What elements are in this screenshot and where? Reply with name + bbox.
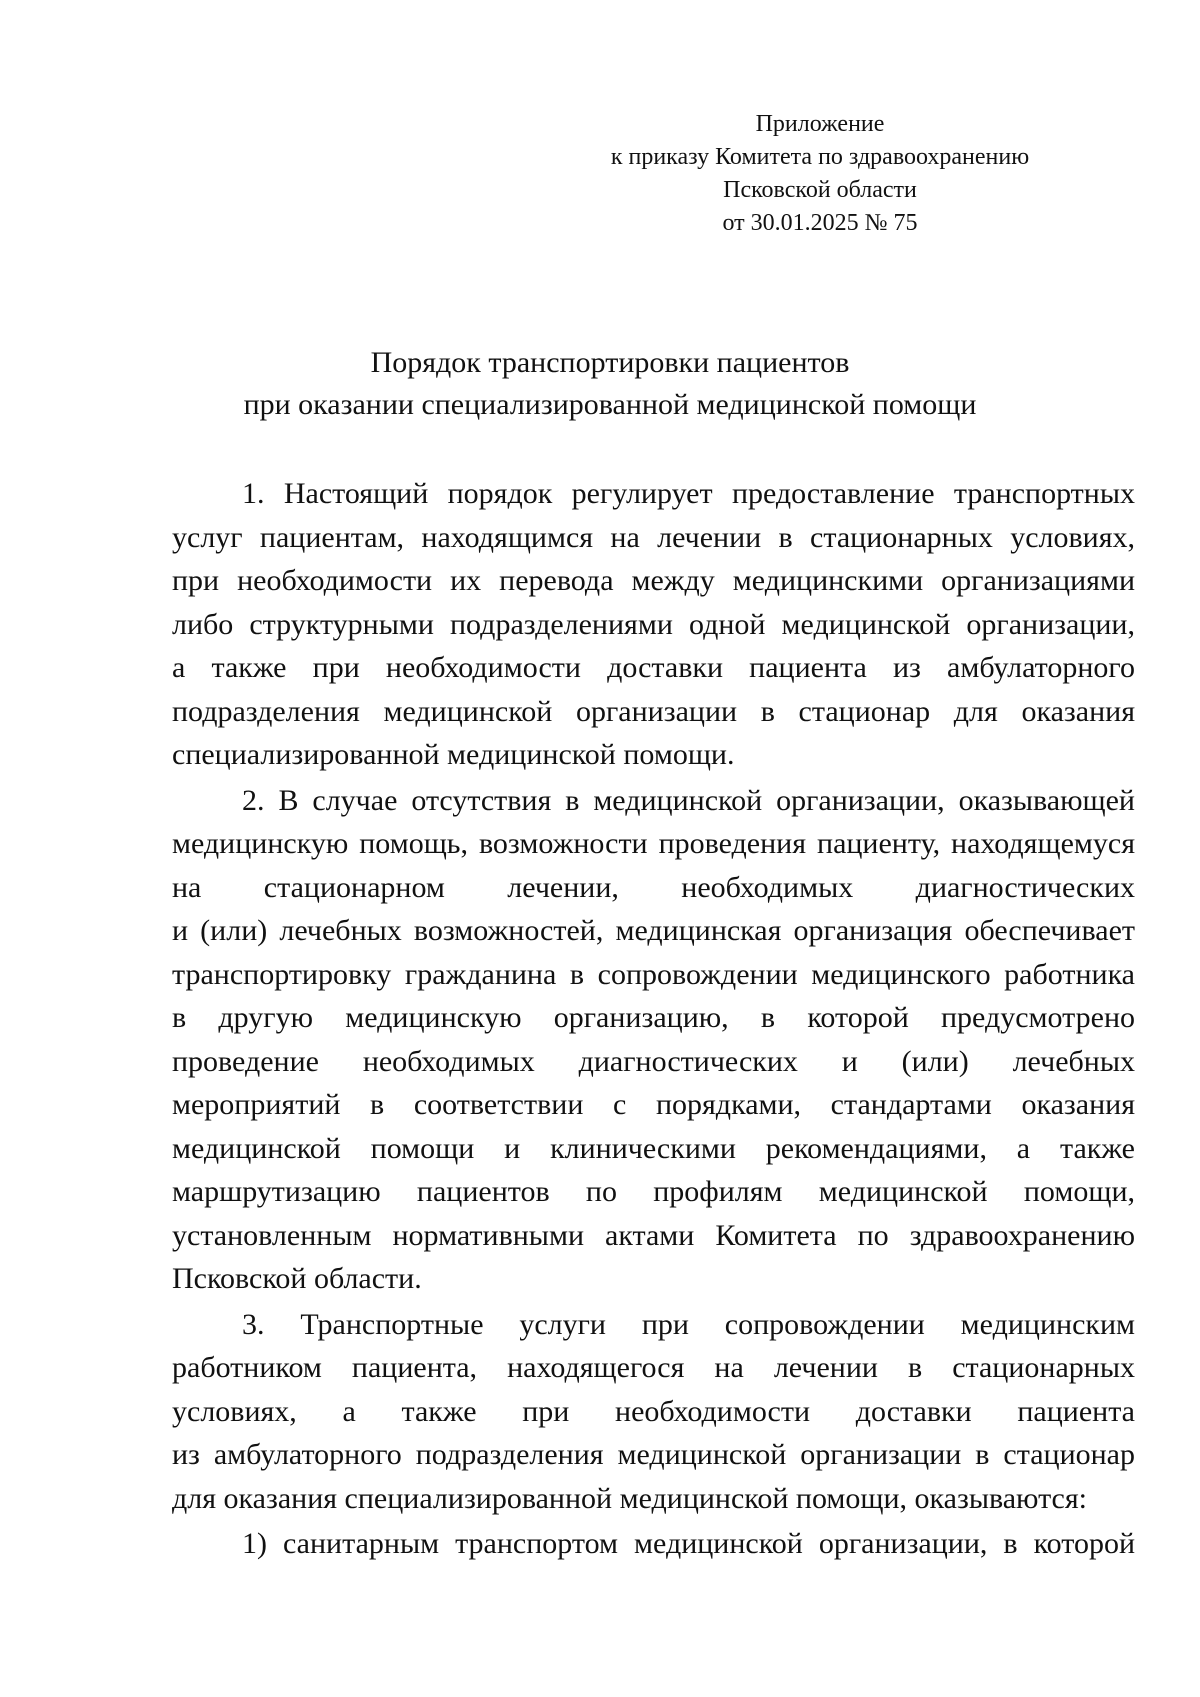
paragraph-line: при необходимости их перевода между медицинскими организациями bbox=[172, 564, 1135, 597]
paragraph-line: медицинскую помощь, возможности проведения пациенту, находящемуся bbox=[172, 827, 1135, 860]
appendix-line: к приказу Комитета по здравоохранению bbox=[610, 144, 1030, 170]
appendix-line: от 30.01.2025 № 75 bbox=[722, 210, 918, 236]
paragraph-line: 2. В случае отсутствия в медицинской организации, оказывающей bbox=[242, 783, 1135, 817]
appendix-line: Приложение bbox=[755, 111, 885, 137]
document-title bbox=[150, 342, 1070, 426]
paragraph-4 bbox=[172, 1522, 1135, 1566]
paragraph-line: проведение необходимых диагностических и (или) лечебных bbox=[172, 1044, 1135, 1078]
paragraph-line: медицинской помощи и клиническими рекомендациями, а также bbox=[172, 1131, 1135, 1165]
paragraph-line: 1. Настоящий порядок регулирует предоставление транспортных bbox=[242, 477, 1135, 510]
paragraph-3 bbox=[172, 1303, 1135, 1521]
paragraph-line: подразделения медицинской организации в стационар для оказания bbox=[172, 694, 1135, 728]
paragraph-line: либо структурными подразделениями одной медицинской организации, bbox=[172, 607, 1135, 641]
paragraph-1 bbox=[172, 472, 1135, 777]
paragraph-line: 3. Транспортные услуги при сопровождении медицинским bbox=[242, 1307, 1135, 1341]
paragraph-line: и (или) лечебных возможностей, медицинская организация обеспечивает bbox=[172, 914, 1135, 947]
appendix-header bbox=[560, 108, 1080, 240]
paragraph-line: а также при необходимости доставки пациента из амбулаторного bbox=[172, 651, 1135, 684]
paragraph-line: транспортировку гражданина в сопровождении медицинского работника bbox=[172, 957, 1135, 991]
title-line: при оказании специализированной медицинской помощи bbox=[243, 388, 977, 421]
paragraph-line: условиях, а также при необходимости доставки пациента bbox=[172, 1394, 1135, 1428]
paragraph-line: услуг пациентам, находящимся на лечении в стационарных условиях, bbox=[172, 520, 1135, 554]
paragraph-line: в другую медицинскую организацию, в которой предусмотрено bbox=[172, 1001, 1135, 1034]
paragraph-2 bbox=[172, 779, 1135, 1301]
appendix-line: Псковской области bbox=[723, 177, 917, 203]
paragraph-line: на стационарном лечении, необходимых диагностических bbox=[172, 870, 1135, 904]
paragraph-line: Псковской области. bbox=[172, 1262, 422, 1295]
title-line: Порядок транспортировки пациентов bbox=[370, 346, 850, 379]
paragraph-line: установленным нормативными актами Комитета по здравоохранению bbox=[172, 1218, 1135, 1252]
document-body bbox=[172, 472, 1135, 1568]
paragraph-line: работником пациента, находящегося на лечении в стационарных bbox=[172, 1351, 1135, 1384]
paragraph-line: специализированной медицинской помощи. bbox=[172, 738, 735, 771]
paragraph-line: маршрутизацию пациентов по профилям медицинской помощи, bbox=[172, 1175, 1135, 1208]
paragraph-line: мероприятий в соответствии с порядками, стандартами оказания bbox=[172, 1088, 1135, 1121]
paragraph-line: из амбулаторного подразделения медицинской организации в стационар bbox=[172, 1438, 1135, 1471]
paragraph-line: для оказания специализированной медицинской помощи, оказываются: bbox=[172, 1481, 1087, 1515]
paragraph-line: 1) санитарным транспортом медицинской организации, в которой bbox=[242, 1527, 1135, 1560]
